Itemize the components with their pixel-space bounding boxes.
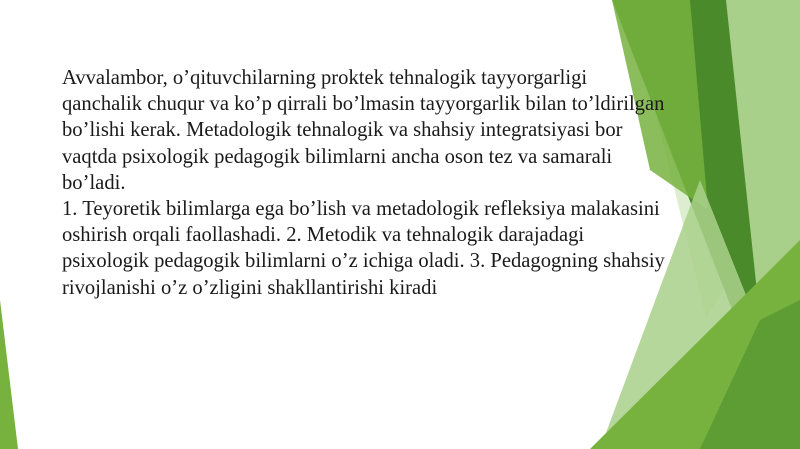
- left-edge-shape: [0, 300, 18, 449]
- body-paragraph-2: 1. Teyoretik bilimlarga ega bo’lish va metadologik refleksiya malakasini oshirish orqali faollashadi. 2. Metodik va tehnalogik darajadagi psixologik pedagogik bilimlarni o’z ichiga oladi. 3. Pedagogning shahsiy rivojlanishi o’z o’zligini shakllantirishi kiradi: [62, 198, 665, 299]
- body-paragraph-1: Avvalambor, o’qituvchilarning proktek tehnalogik tayyorgarligi qanchalik chuqur va ko’p qirrali bo’lmasin tayyorgarlik bilan to’ldirilgan bo’lishi kerak. Metadologik tehnalogik va shahsiy integratsiyasi bor vaqtda psixologik pedagogik bilimlarni ancha oson tez va samarali bo’ladi.: [62, 67, 665, 194]
- slide-body: [62, 65, 672, 301]
